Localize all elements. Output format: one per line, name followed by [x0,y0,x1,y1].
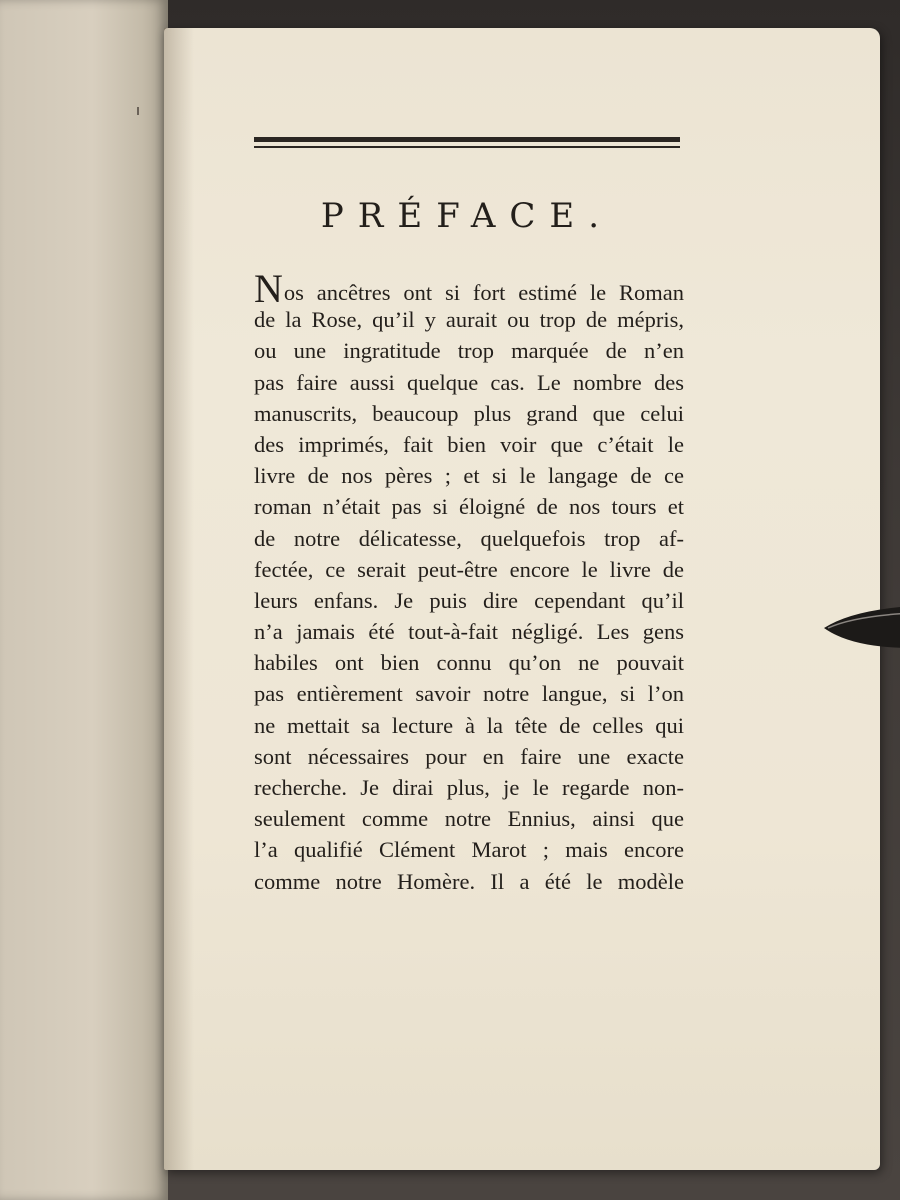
text-line-1 [254,266,684,311]
text-line-13: habiles ont bien connu qu’on ne pouvait [254,650,684,676]
right-page [164,28,880,1170]
preface-body [254,266,684,897]
text-line-1-rest: os ancêtres ont si fort estimé le Roman [283,280,684,305]
text-line-14: pas entièrement savoir notre langue, si l’on [254,681,684,707]
text-line-17: recherche. Je dirai plus, je le regarde non- [254,775,684,800]
header-rule-thin [254,146,680,148]
text-line-2: de la Rose, qu’il y aurait ou trop de mépris, [254,307,684,333]
left-page [0,0,168,1200]
text-line-9: de notre délicatesse, quelquefois trop af- [254,525,684,551]
text-line-16: sont nécessaires pour en faire une exacte [254,743,684,769]
margin-mark [137,107,139,115]
text-line-19: l’a qualifié Clément Marot ; mais encore [254,837,684,863]
text-line-5: manuscrits, beaucoup plus grand que celui [254,400,684,426]
text-line-15: ne mettait sa lecture à la tête de celles qui [254,712,684,738]
text-line-6: des imprimés, fait bien voir que c’était le [254,431,684,457]
text-line-12: n’a jamais été tout-à-fait négligé. Les gens [254,619,684,645]
text-line-11: leurs enfans. Je puis dire cependant qu’il [254,587,684,613]
text-line-8: roman n’était pas si éloigné de nos tours et [254,494,684,520]
text-line-7: livre de nos pères ; et si le langage de ce [254,463,684,489]
text-line-10: fectée, ce serait peut-être encore le livre de [254,556,684,582]
header-rule-thick [254,137,680,142]
page-title: PRÉFACE. [320,196,614,236]
bookmark-tab [822,604,900,650]
text-line-18: seulement comme notre Ennius, ainsi que [254,806,684,832]
gutter-shadow [164,28,194,1170]
text-line-3: ou une ingratitude trop marquée de n’en [254,338,684,364]
text-line-4: pas faire aussi quelque cas. Le nombre des [254,369,684,395]
drop-cap: N [254,266,283,311]
text-line-20: comme notre Homère. Il a été le modèle [254,868,684,894]
